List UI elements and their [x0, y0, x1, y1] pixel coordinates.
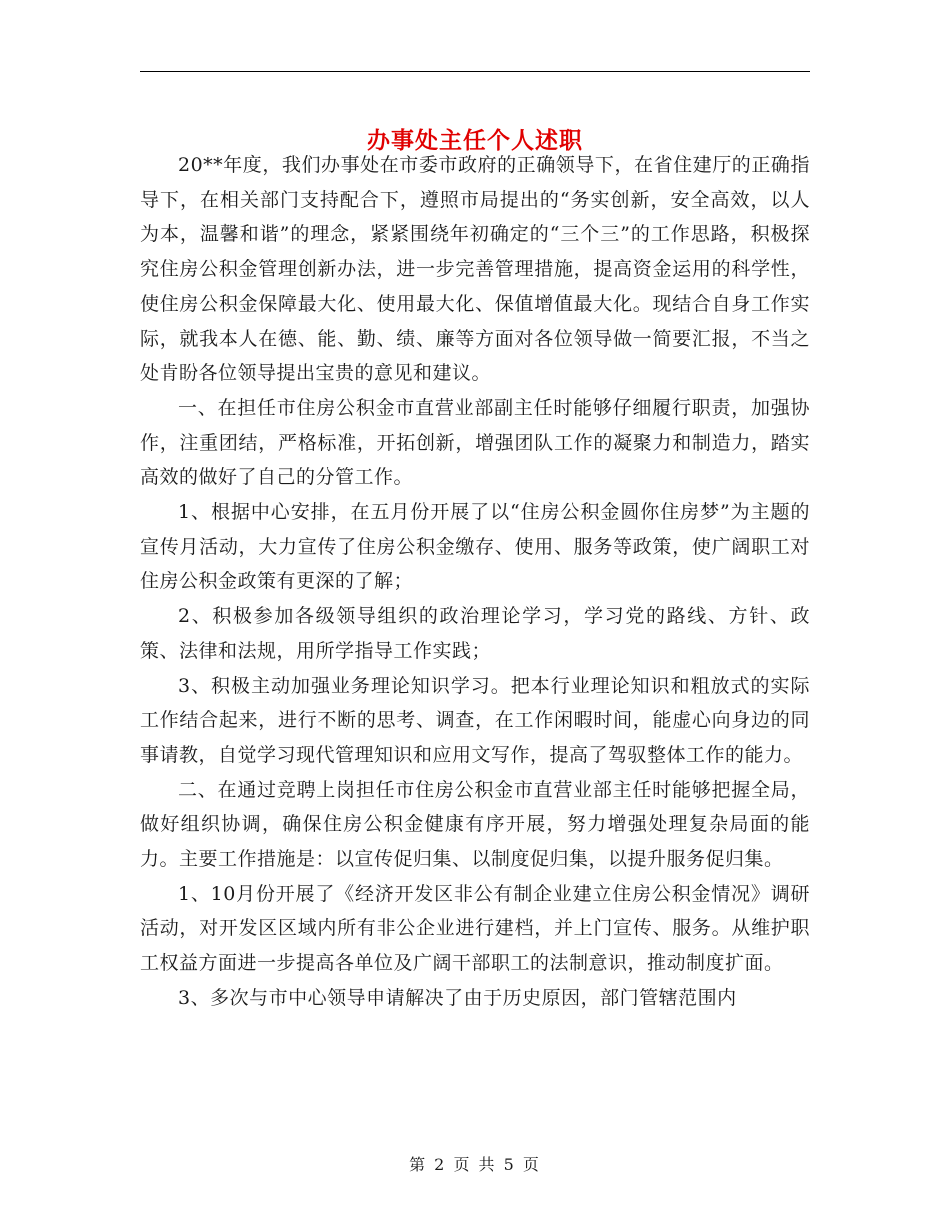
- paragraph-item-1-3: 3、积极主动加强业务理论知识学习。把本行业理论知识和粗放式的实际工作结合起来，进行不断的思考、调查，在工作闲暇时间，能虚心向身边的同事请教，自觉学习现代管理知识和应用文写作，提高了驾驭整体工作的能力。: [140, 674, 810, 766]
- paragraph-item-1-2: 2、积极参加各级领导组织的政治理论学习，学习党的路线、方针、政策、法律和法规，用所学指导工作实践；: [140, 605, 810, 662]
- paragraph-item-1-1: 1、根据中心安排，在五月份开展了以“住房公积金圆你住房梦”为主题的宣传月活动，大力宣传了住房公积金缴存、使用、服务等政策，使广阔职工对住房公积金政策有更深的了解；: [140, 501, 810, 593]
- paragraph-item-2-1: 1、10月份开展了《经济开发区非公有制企业建立住房公积金情况》调研活动，对开发区区域内所有非公企业进行建档，并上门宣传、服务。从维护职工权益方面进一步提高各单位及广阔干部职工的法制意识，推动制度扩面。: [140, 882, 810, 975]
- paragraph-section-1: 一、在担任市住房公积金市直营业部副主任时能够仔细履行职责，加强协作，注重团结，严格标准，开拓创新，增强团队工作的凝聚力和制造力，踏实高效的做好了自己的分管工作。: [140, 396, 810, 489]
- paragraph-section-2: 二、在通过竞聘上岗担任市住房公积金市直营业部主任时能够把握全局，做好组织协调，确保住房公积金健康有序开展，努力增强处理复杂局面的能力。主要工作措施是：以宣传促归集、以制度促归集，以提升服务促归集。: [140, 778, 810, 871]
- paragraph-item-2-3: 3、多次与市中心领导申请解决了由于历史原因，部门管辖范围内: [178, 986, 737, 1009]
- page-number-footer: 第 2 页 共 5 页: [409, 1155, 541, 1174]
- paragraph-intro: 20**年度，我们办事处在市委市政府的正确领导下，在省住建厅的正确指导下，在相关部门支持配合下，遵照市局提出的“务实创新，安全高效，以人为本，温馨和谐”的理念，紧紧围绕年初确定的“三个三”的工作思路，积极探究住房公积金管理创新办法，进一步完善管理措施，提高资金运用的科学性，使住房公积金保障最大化、使用最大化、保值增值最大化。现结合自身工作实际，就我本人在德、能、勤、绩、廉等方面对各位领导做一简要汇报，不当之处肯盼各位领导提出宝贵的意见和建议。: [140, 154, 810, 385]
- header-rule: [140, 71, 810, 72]
- document-title: 办事处主任个人述职: [367, 127, 583, 155]
- document-body: [140, 148, 810, 1016]
